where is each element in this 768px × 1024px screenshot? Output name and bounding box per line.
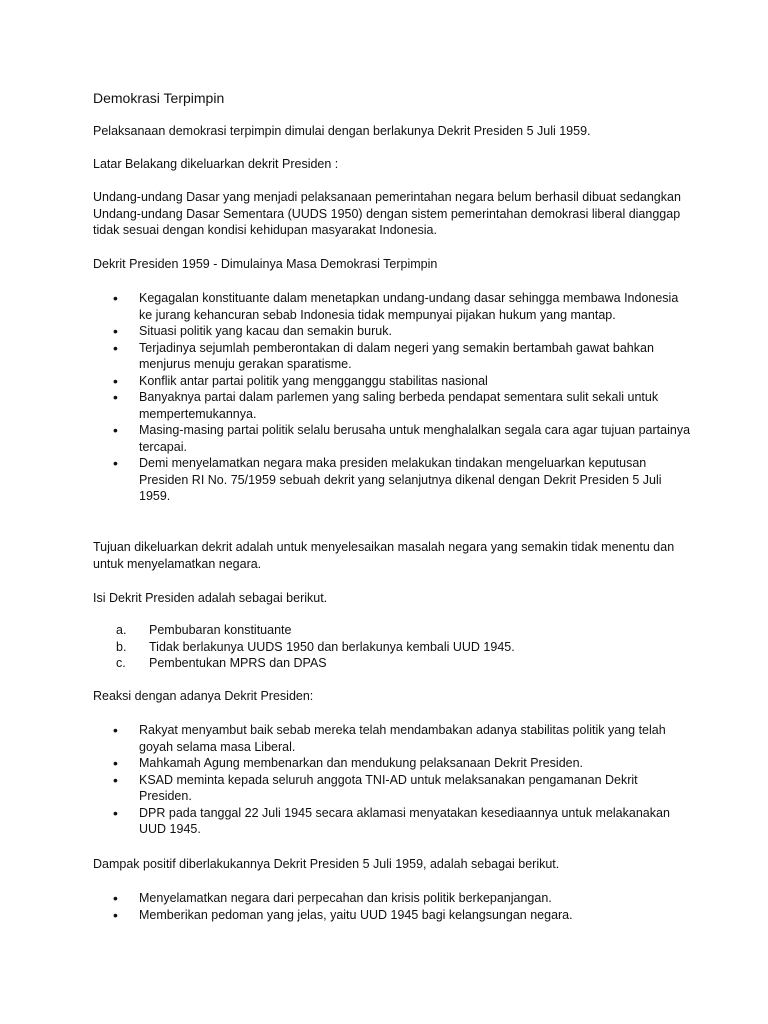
reasons-list xyxy=(93,290,693,505)
tujuan-paragraph: Tujuan dikeluarkan dekrit adalah untuk menyelesaikan masalah negara yang semakin tidak menentu dan untuk menyelamatkan negara. xyxy=(93,540,675,571)
list-item: • KSAD meminta kepada seluruh anggota TNI-AD untuk melaksanakan pengamanan Dekrit Presiden. xyxy=(93,772,693,805)
latar-heading: Latar Belakang dikeluarkan dekrit Presiden : xyxy=(93,157,339,171)
list-marker: b. xyxy=(116,639,127,654)
list-item: • Konflik antar partai politik yang mengganggu stabilitas nasional xyxy=(93,373,693,390)
list-item: • Situasi politik yang kacau dan semakin buruk. xyxy=(93,323,693,340)
isi-list xyxy=(93,622,683,672)
isi-heading: Isi Dekrit Presiden adalah sebagai berikut. xyxy=(93,591,328,605)
intro-paragraph: Pelaksanaan demokrasi terpimpin dimulai dengan berlakunya Dekrit Presiden 5 Juli 1959. xyxy=(93,124,591,138)
list-item: • Masing-masing partai politik selalu berusaha untuk menghalalkan segala cara agar tujuan partainya tercapai. xyxy=(93,422,693,455)
list-item: • Rakyat menyambut baik sebab mereka telah mendambakan adanya stabilitas politik yang telah goyah selama masa Liberal. xyxy=(93,722,693,755)
list-item xyxy=(93,655,683,672)
reaksi-heading: Reaksi dengan adanya Dekrit Presiden: xyxy=(93,689,314,703)
list-item: • Demi menyelamatkan negara maka presiden melakukan tindakan mengeluarkan keputusan Presiden RI No. 75/1959 sebuah dekrit yang selanjutnya dikenal dengan Dekrit Presiden 5 Juli 1959. xyxy=(93,455,693,505)
list-item: • Mahkamah Agung membenarkan dan mendukung pelaksanaan Dekrit Presiden. xyxy=(93,755,693,772)
list-item: • DPR pada tanggal 22 Juli 1945 secara aklamasi menyatakan kesediaannya untuk melakanakan UUD 1945. xyxy=(93,805,693,838)
list-item: • Banyaknya partai dalam parlemen yang saling berbeda pendapat sementara sulit sekali untuk mempertemukannya. xyxy=(93,389,693,422)
dampak-list xyxy=(93,890,693,923)
document-title: Demokrasi Terpimpin xyxy=(93,90,225,106)
list-item-text: Pembubaran konstituante xyxy=(149,623,292,637)
list-item: • Terjadinya sejumlah pemberontakan di dalam negeri yang semakin bertambah gawat bahkan menjurus menuju gerakan sparatisme. xyxy=(93,340,693,373)
list-item-text: Tidak berlakunya UUDS 1950 dan berlakunya kembali UUD 1945. xyxy=(149,639,515,654)
dekrit-heading: Dekrit Presiden 1959 - Dimulainya Masa Demokrasi Terpimpin xyxy=(93,257,438,271)
list-item: • Menyelamatkan negara dari perpecahan dan krisis politik berkepanjangan. xyxy=(93,890,693,907)
latar-body: Undang-undang Dasar yang menjadi pelaksanaan pemerintahan negara belum berhasil dibuat sedangkan Undang-undang Dasar Sementara (UUDS 1950) dengan sistem pemerintahan demokrasi liberal dianggap tidak sesuai dengan kondisi kehidupan masyarakat Indonesia. xyxy=(93,190,681,237)
list-item xyxy=(93,622,683,639)
dampak-heading: Dampak positif diberlakukannya Dekrit Presiden 5 Juli 1959, adalah sebagai berikut. xyxy=(93,857,560,871)
reaksi-list xyxy=(93,722,693,838)
list-marker: c. xyxy=(116,656,126,670)
list-item: • Kegagalan konstituante dalam menetapkan undang-undang dasar sehingga membawa Indonesia ke jurang kehancuran sebab Indonesia tidak mempunyai pijakan hukum yang mantap. xyxy=(93,290,693,323)
list-item: • Memberikan pedoman yang jelas, yaitu UUD 1945 bagi kelangsungan negara. xyxy=(93,907,693,924)
list-item xyxy=(93,639,683,656)
list-item-text: Pembentukan MPRS dan DPAS xyxy=(149,656,327,670)
list-marker: a. xyxy=(116,623,127,637)
